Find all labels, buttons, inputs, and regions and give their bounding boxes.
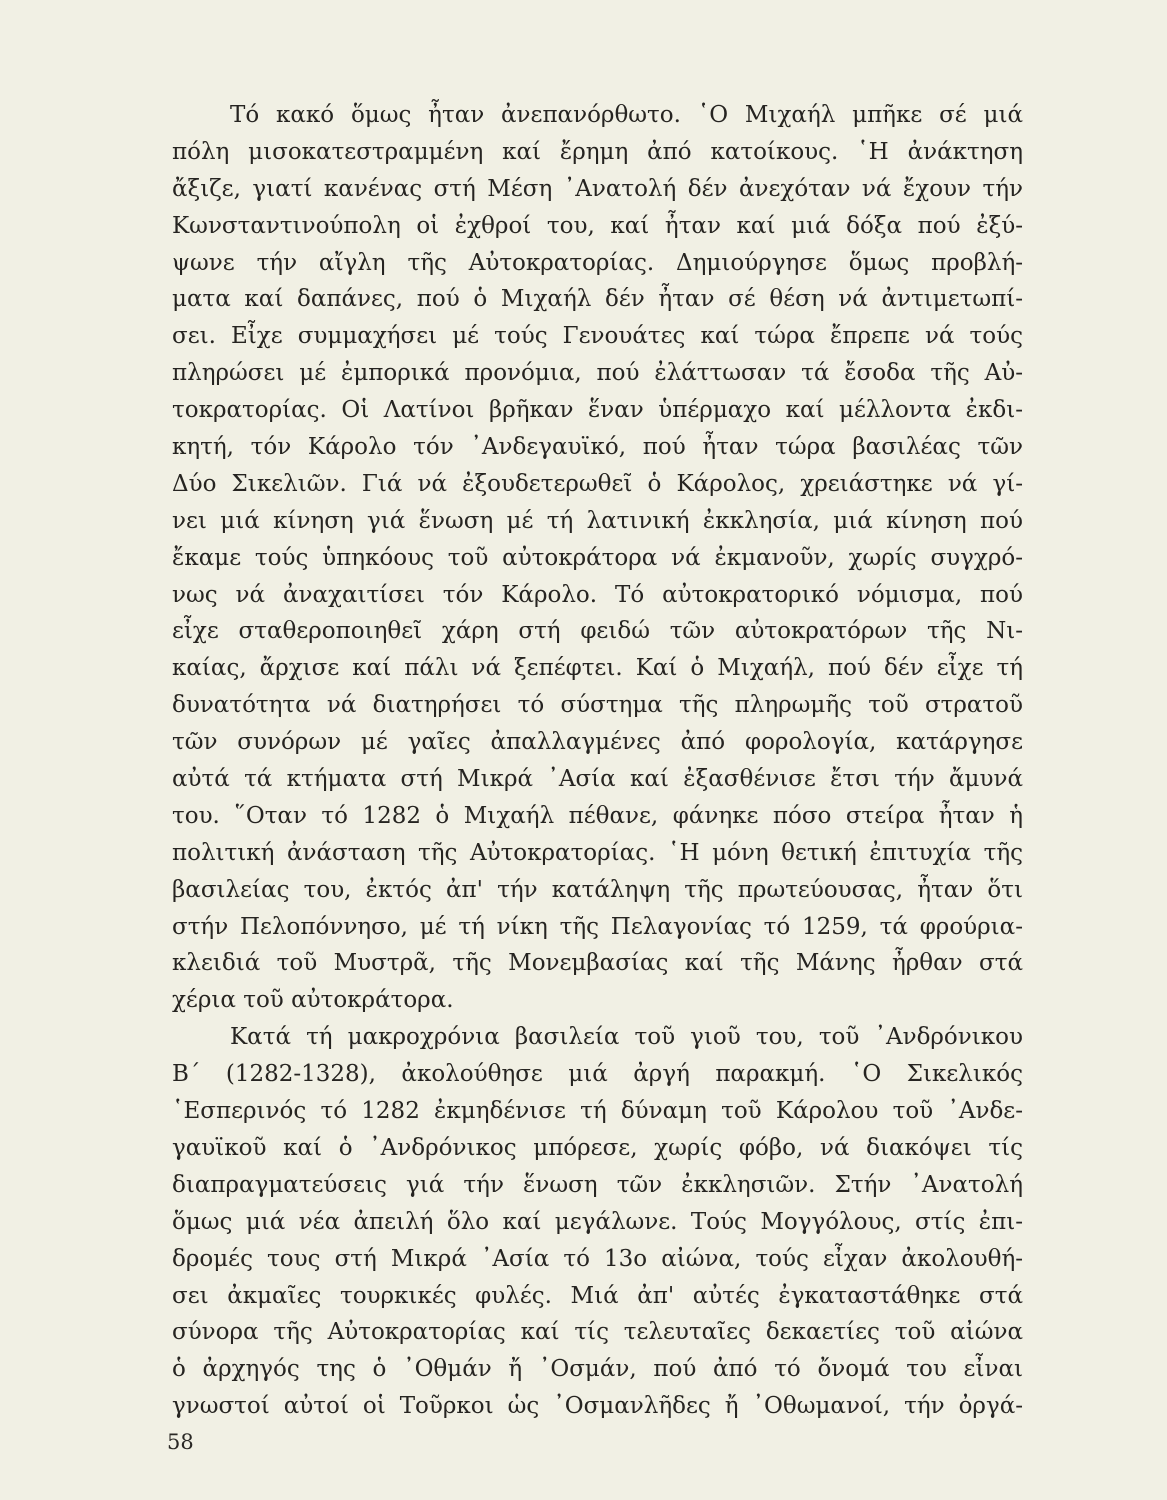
text-line-36: γνωστοί αὐτοί οἱ Τοῦρκοι ὡς ᾿Οσμανλῆδες ἤ ᾿Οθωμανοί, τήν ὀργά- [172,1393,1023,1420]
text-line-19: αὐτά τά κτήματα στή Μικρά ᾿Ασία καί ἐξασθένισε ἔτσι τήν ἄμυνά [172,766,1023,793]
text-line-21: πολιτική ἀνάσταση τῆς Αὐτοκρατορίας. ῾Η μόνη θετική ἐπιτυχία τῆς [172,839,1023,866]
text-line-7: σει. Εἶχε συμμαχήσει μέ τούς Γενουάτες καί τώρα ἔπρεπε νά τούς [172,323,1023,350]
text-line-4: Κωνσταντινούπολη οἱ ἐχθροί του, καί ἦταν καί μιά δόξα πού ἐξύ- [172,212,1023,239]
text-line-11: Δύο Σικελιῶν. Γιά νά ἐξουδετερωθεῖ ὁ Κάρολος, χρειάστηκε νά γί- [172,470,1023,497]
text-line-12: νει μιά κίνηση γιά ἕνωση μέ τή λατινική ἐκκλησία, μιά κίνηση πού [172,507,1023,534]
text-line-29: γαυϊκοῦ καί ὁ ᾿Ανδρόνικος μπόρεσε, χωρίς φόβο, νά διακόψει τίς [172,1134,1023,1161]
text-line-14: νως νά ἀναχαιτίσει τόν Κάρολο. Τό αὐτοκρατορικό νόμισμα, πού [172,581,1023,608]
text-line-20: του. ῞Οταν τό 1282 ὁ Μιχαήλ πέθανε, φάνηκε πόσο στείρα ἦταν ἡ [172,802,1023,829]
text-line-17: δυνατότητα νά διατηρήσει τό σύστημα τῆς πληρωμῆς τοῦ στρατοῦ [172,692,1023,719]
text-line-13: ἔκαμε τούς ὑπηκόους τοῦ αὐτοκράτορα νά ἐκμανοῦν, χωρίς συγχρό- [172,544,1023,571]
text-line-30: διαπραγματεύσεις γιά τήν ἕνωση τῶν ἐκκλησιῶν. Στήν ᾿Ανατολή [172,1171,1023,1198]
text-line-10: κητή, τόν Κάρολο τόν ᾿Ανδεγαυϊκό, πού ἦταν τώρα βασιλέας τῶν [172,434,1023,461]
text-line-26: Κατά τή μακροχρόνια βασιλεία τοῦ γιοῦ του, τοῦ ᾿Ανδρόνικου [230,1024,1023,1051]
text-line-9: τοκρατορίας. Οἱ Λατίνοι βρῆκαν ἕναν ὑπέρμαχο καί μέλλοντα ἐκδι- [172,397,1023,424]
text-line-2: πόλη μισοκατεστραμμένη καί ἔρημη ἀπό κατοίκους. ῾Η ἀνάκτηση [172,138,1023,165]
text-line-22: βασιλείας του, ἐκτός ἀπ' τήν κατάληψη τῆς πρωτεύουσας, ἦταν ὅτι [172,876,1023,903]
text-line-31: ὅμως μιά νέα ἀπειλή ὅλο καί μεγάλωνε. Τούς Μογγόλους, στίς ἐπι- [172,1208,1023,1235]
text-line-18: τῶν συνόρων μέ γαῖες ἀπαλλαγμένες ἀπό φορολογία, κατάργησε [172,729,1023,756]
text-line-6: ματα καί δαπάνες, πού ὁ Μιχαήλ δέν ἦταν σέ θέση νά ἀντιμετωπί- [172,286,1023,313]
text-line-15: εἶχε σταθεροποιηθεῖ χάρη στή φειδώ τῶν αὐτοκρατόρων τῆς Νι- [172,618,1023,645]
text-line-16: καίας, ἄρχισε καί πάλι νά ξεπέφτει. Καί ὁ Μιχαήλ, πού δέν εἶχε τή [172,655,1023,682]
body-text [172,97,1023,1425]
text-line-24: κλειδιά τοῦ Μυστρᾶ, τῆς Μονεμβασίας καί τῆς Μάνης ἦρθαν στά [172,950,1023,977]
text-line-1: Τό κακό ὅμως ἦταν ἀνεπανόρθωτο. ῾Ο Μιχαήλ μπῆκε σέ μιά [230,102,1023,128]
text-line-34: σύνορα τῆς Αὐτοκρατορίας καί τίς τελευταῖες δεκαετίες τοῦ αἰώνα [172,1319,1023,1346]
text-line-8: πληρώσει μέ ἐμπορικά προνόμια, πού ἐλάττωσαν τά ἔσοδα τῆς Αὐ- [172,360,1023,387]
text-line-35: ὁ ἀρχηγός της ὁ ᾿Οθμάν ἤ ᾿Οσμάν, πού ἀπό τό ὄνομά του εἶναι [172,1356,1023,1383]
text-line-3: ἄξιζε, γιατί κανένας στή Μέση ᾿Ανατολή δέν ἀνεχόταν νά ἔχουν τήν [172,175,1023,202]
text-line-5: ψωνε τήν αἴγλη τῆς Αὐτοκρατορίας. Δημιούργησε ὅμως προβλή- [172,249,1023,276]
text-line-23: στήν Πελοπόννησο, μέ τή νίκη τῆς Πελαγονίας τό 1259, τά φρούρια- [172,913,1023,940]
text-line-28: ῾Εσπερινός τό 1282 ἐκμηδένισε τή δύναμη τοῦ Κάρολου τοῦ ᾿Ανδε- [172,1098,1023,1125]
text-line-27: Β΄ (1282-1328), ἀκολούθησε μιά ἀργή παρακμή. ῾Ο Σικελικός [172,1061,1023,1088]
page-number: 58 [167,1430,194,1454]
text-line-32: δρομές τους στή Μικρά ᾿Ασία τό 13ο αἰώνα, τούς εἶχαν ἀκολουθή- [172,1245,1023,1272]
text-line-25: χέρια τοῦ αὐτοκράτορα. [172,987,454,1014]
text-line-33: σει ἀκμαῖες τουρκικές φυλές. Μιά ἀπ' αὐτές ἐγκαταστάθηκε στά [172,1282,1023,1309]
